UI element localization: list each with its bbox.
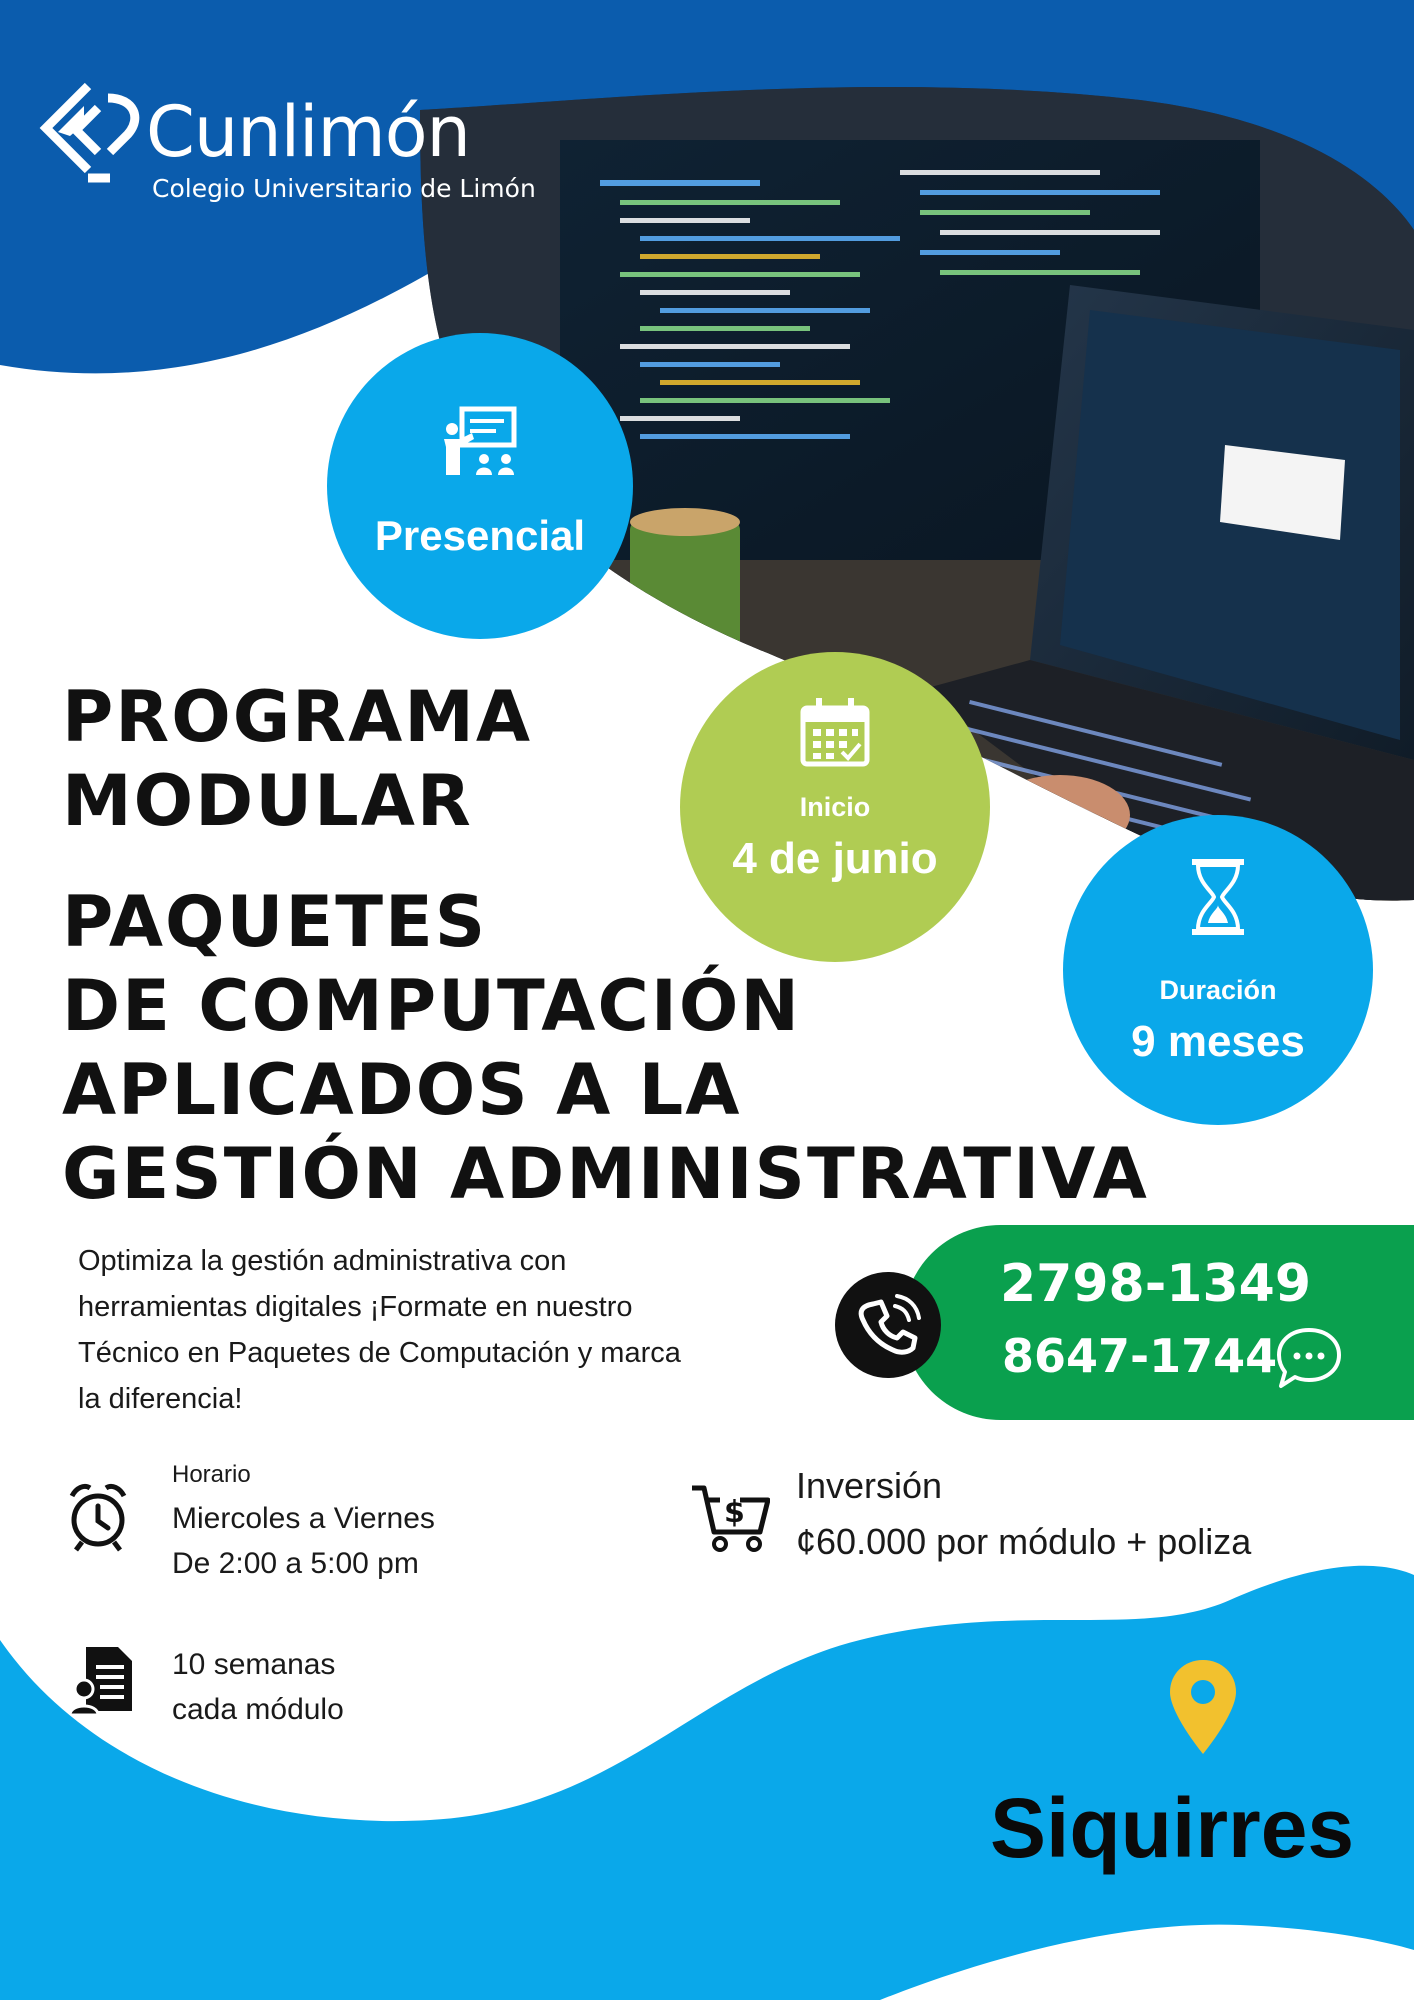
start-value: 4 de junio <box>732 834 938 883</box>
intro-paragraph <box>78 1238 798 1422</box>
alarm-clock-icon <box>66 1480 130 1554</box>
start-label: Inicio <box>799 792 871 822</box>
shopping-cart-dollar-icon <box>690 1478 770 1554</box>
schedule-label: Horario <box>172 1461 251 1488</box>
program-title-line: MODULAR <box>62 760 473 842</box>
brand-subtitle: Colegio Universitario de Limón <box>152 174 536 203</box>
phone-call-icon[interactable] <box>835 1272 941 1378</box>
duration-value: 9 meses <box>1131 1017 1305 1066</box>
classroom-presentation-icon <box>440 403 520 483</box>
course-title-line: PAQUETES <box>62 881 488 963</box>
schedule-hours: De 2:00 a 5:00 pm <box>172 1547 419 1580</box>
modality-badge <box>327 333 633 639</box>
brand-logo[interactable] <box>38 78 536 208</box>
intro-line: herramientas digitales ¡Formate en nuestro <box>78 1291 633 1323</box>
course-title-line: APLICADOS A LA <box>62 1049 742 1131</box>
hourglass-icon <box>1188 857 1248 937</box>
intro-line: Optimiza la gestión administrativa con <box>78 1245 567 1277</box>
document-user-icon <box>70 1645 134 1715</box>
intro-line: la diferencia! <box>78 1383 243 1415</box>
location-name: Siquirres <box>990 1781 1355 1875</box>
phone-number-primary[interactable]: 2798-1349 <box>1000 1254 1312 1314</box>
investment-value: ¢60.000 por módulo + poliza <box>796 1521 1252 1562</box>
brand-name: Cunlimón <box>146 91 470 173</box>
investment-label: Inversión <box>796 1465 943 1506</box>
program-title-line: PROGRAMA <box>62 676 533 758</box>
cunlimon-logo-mark-icon <box>38 78 148 198</box>
intro-line: Técnico en Paquetes de Computación y marca <box>78 1337 681 1369</box>
duration-label: Duración <box>1159 975 1277 1005</box>
weeks-line-1: 10 semanas <box>172 1648 336 1681</box>
course-title-line: GESTIÓN ADMINISTRATIVA <box>62 1133 1149 1215</box>
calendar-icon <box>798 696 872 770</box>
schedule-days: Miercoles a Viernes <box>172 1502 435 1535</box>
location-pin-icon <box>1168 1658 1238 1758</box>
course-title <box>62 880 1149 1216</box>
program-title <box>62 675 532 843</box>
svg-text:$: $ <box>724 1495 745 1530</box>
phone-number-secondary[interactable]: 8647-1744 <box>1002 1329 1278 1383</box>
weeks-line-2: cada módulo <box>172 1693 344 1726</box>
chat-bubble-icon[interactable] <box>1275 1326 1343 1390</box>
modality-label: Presencial <box>374 512 586 559</box>
course-title-line: DE COMPUTACIÓN <box>62 965 801 1047</box>
